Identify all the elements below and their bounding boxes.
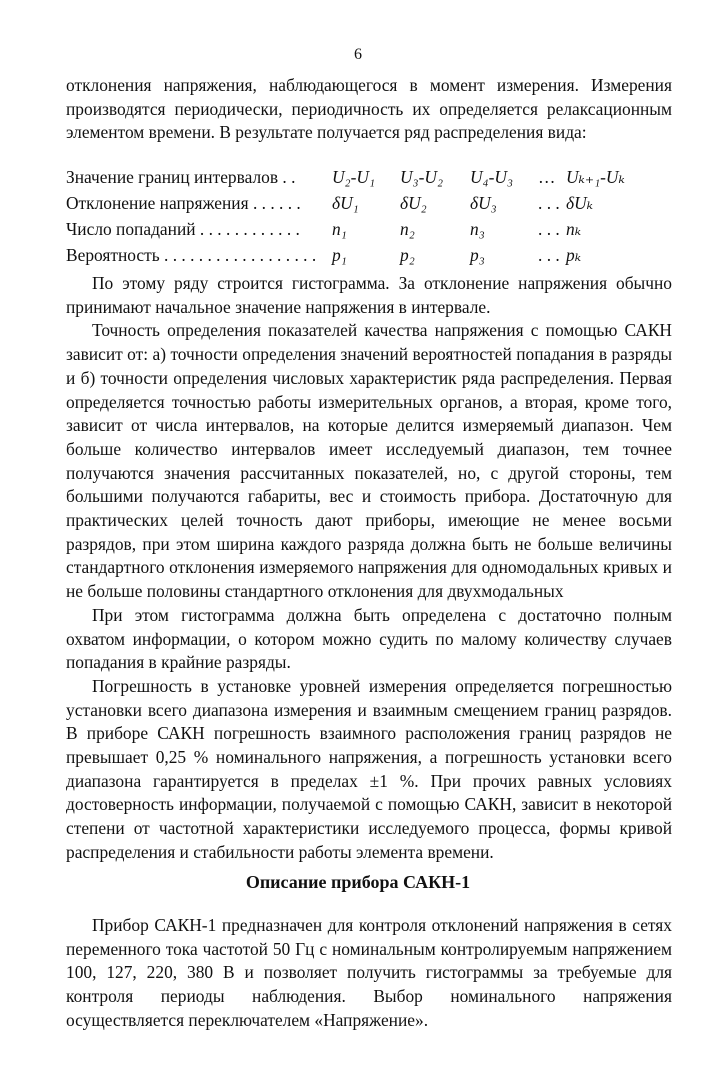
series-value: pₖ (566, 245, 582, 265)
series-value: δU₁ (332, 193, 359, 213)
series-ellipsis: . . . (538, 219, 560, 239)
series-value: p₃ (470, 245, 485, 265)
series-value: p₂ (400, 245, 415, 265)
page-number: 6 (354, 46, 362, 63)
series-value: δUₖ (566, 193, 593, 213)
section-body (66, 914, 672, 1033)
intro-paragraph-block (66, 74, 672, 145)
series-row-intervals (66, 164, 676, 190)
series-row-deviation (66, 190, 676, 216)
series-label: Отклонение напряжения . . . . . . (66, 193, 301, 213)
series-ellipsis: … (538, 167, 556, 187)
section-heading: Описание прибора САКН-1 (245, 872, 471, 892)
series-value: U₂-U₁ (332, 167, 376, 187)
series-value: δU₃ (470, 193, 497, 213)
series-value: nₖ (566, 219, 582, 239)
paragraph-histogram: По этому ряду строится гистограмма. За отклонение напряжения обычно принимают начальное значение напряжения в интервале. (66, 273, 672, 317)
paragraph-device-description: Прибор САКН-1 предназначен для контроля отклонений напряжения в сетях переменного тока частотой 50 Гц с номинальным контролируемым напряжением 100, 127, 220, 380 В и позволяет получить гистограммы за требуемые для контроля периоды наблюдения. Выбор номинального напряжения осуществляется переключателем «Напряжение». (66, 915, 672, 1030)
paragraph-coverage: При этом гистограмма должна быть определена с достаточно полным охватом информации, о котором можно судить по малому количеству случаев попадания в крайние разряды. (66, 604, 672, 673)
series-ellipsis: . . . (538, 193, 560, 213)
paragraph-error: Погрешность в установке уровней измерения определяется погрешностью установки всего диапазона измерения и взаимным смещением границ разрядов. В приборе САКН погрешность взаимного расположения границ разрядов не превышает 0,25 % номинального напряжения, а погрешность установки всего диапазона гарантируется в пределах ±1 %. При прочих равных условиях достоверность информации, получаемой с помощью САКН, зависит в некоторой степени от частотной характеристики исследуемого процесса, формы кривой распределения и стабильности работы элемента времени. (66, 675, 672, 862)
series-value: Uₖ₊₁-Uₖ (566, 167, 625, 187)
series-value: U₃-U₂ (400, 167, 444, 187)
series-label: Вероятность . . . . . . . . . . . . . . . . . . (66, 245, 317, 265)
distribution-series (66, 164, 676, 268)
series-value: p₁ (332, 245, 347, 265)
series-value: δU₂ (400, 193, 427, 213)
series-value: U₄-U₃ (470, 167, 514, 187)
series-label: Число попаданий . . . . . . . . . . . . (66, 219, 300, 239)
paragraph-accuracy: Точность определения показателей качества напряжения с помощью САКН зависит от: а) точности определения значений вероятностей попадания в разряды и б) точности определения числовых характеристик ряда распределения. Первая определяется точностью работы измерительных органов, а вторая, кроме того, зависит от числа интервалов, на которые делится измеряемый диапазон. Чем больше количество интервалов имеет исследуемый диапазон, тем точнее получаются значения рассчитанных показателей, но, с другой стороны, тем большими получаются габариты, вес и стоимость прибора. Достаточную для практических целей точность дают приборы, имеющие не менее восьми разрядов, при этом ширина каждого разряда должна быть не больше величины стандартного отклонения измеряемого напряжения для одномодальных кривых и не больше половины стандартного отклонения для двухмодальных (66, 320, 672, 602)
series-value: n₁ (332, 219, 347, 239)
intro-paragraph: отклонения напряжения, наблюдающегося в момент измерения. Измерения производятся периодически, периодичность их определяется релаксационным элементом времени. В результате получается ряд распределения вида: (66, 75, 672, 143)
series-value: n₂ (400, 219, 415, 239)
body-text (66, 272, 672, 865)
series-value: n₃ (470, 219, 485, 239)
series-row-probability (66, 242, 676, 268)
series-label: Значение границ интервалов . . (66, 167, 296, 187)
series-row-hits (66, 216, 676, 242)
series-ellipsis: . . . (538, 245, 560, 265)
